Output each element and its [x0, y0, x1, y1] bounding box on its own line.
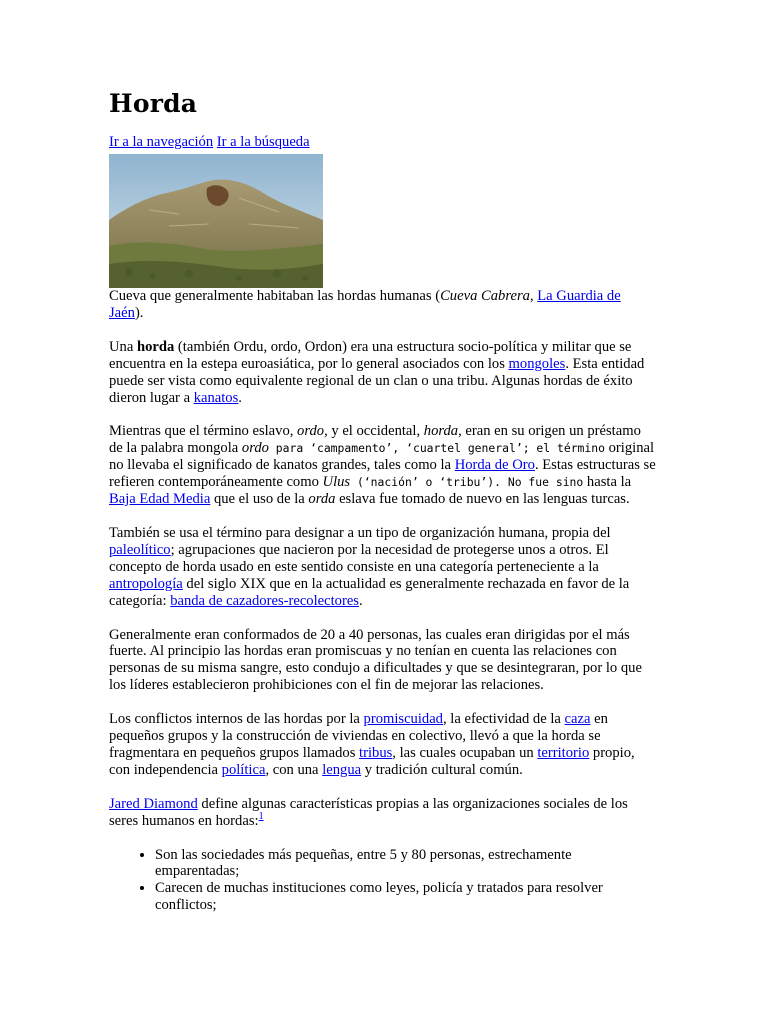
text: , la efectividad de la — [442, 711, 565, 728]
politica-link[interactable]: política — [221, 761, 266, 778]
promiscuidad-link[interactable]: promiscuidad — [363, 711, 443, 728]
text: . — [358, 592, 363, 609]
text: , y el occidental, — [324, 423, 424, 440]
article-content — [109, 84, 657, 914]
paragraph-composition: Generalmente eran conformados de 20 a 40 personas, las cuales eran dirigidas por el más fuerte. Al principio las hordas eran promiscuas y no tenían en cuenta las relaciones con personas de su misma sangre, esto condujo a dificultades y que se desintegraran, por lo que los líderes establecieron prohibiciones con el fin de mejorar las relaciones. — [109, 626, 642, 694]
paragraph-intro — [109, 339, 657, 407]
mono-text: (‘nación’ o ‘tribu’). No fue sino — [350, 475, 584, 490]
paragraph-diamond — [109, 796, 657, 830]
text: que el uso de la — [210, 491, 309, 508]
italic-term: ordo — [297, 423, 325, 440]
horda-de-oro-link[interactable]: Horda de Oro — [454, 457, 535, 474]
text: eslava fue tomado de nuevo en las lenguas turcas. — [335, 491, 630, 508]
banda-cazadores-recolectores-link[interactable]: banda de cazadores-recolectores — [170, 592, 359, 609]
figure-caption — [109, 288, 657, 322]
caption-text: Cueva que generalmente habitaban las hordas humanas ( — [109, 288, 441, 304]
reference-link[interactable]: 1 — [258, 810, 264, 822]
baja-edad-media-link[interactable]: Baja Edad Media — [109, 491, 211, 508]
text: Mientras que el término eslavo, — [109, 423, 298, 440]
paleolitico-link[interactable]: paleolítico — [109, 541, 171, 558]
skip-to-navigation-link[interactable]: Ir a la navegación — [109, 134, 214, 150]
caption-cave-name: Cueva Cabrera — [440, 288, 530, 304]
text: , eran en su origen un préstamo de la palabra mongola — [109, 423, 641, 457]
caza-link[interactable]: caza — [564, 711, 591, 728]
text: original no llevaba el significado de kanatos grandes, tales como la — [109, 440, 655, 474]
la-guardia-de-jaen-link[interactable]: La Guardia de Jaén — [109, 288, 621, 321]
figure — [109, 154, 657, 322]
jared-diamond-link[interactable]: Jared Diamond — [109, 795, 198, 812]
italic-term: ordo — [241, 440, 269, 457]
text: Los conflictos internos de las hordas por la — [109, 711, 364, 728]
text: . Esta entidad puede ser vista como equivalente regional de un clan o una tribu. Algunas hordas de éxito dieron lugar a — [109, 355, 645, 406]
italic-term: horda — [423, 423, 459, 440]
text: del siglo XIX que en la actualidad es generalmente rechazada en favor de la categoría: — [109, 575, 630, 609]
text: , las cuales ocupaban un — [392, 744, 538, 761]
text: en pequeños grupos y la construcción de viviendas en colectivo, llevó a que la horda se fragmentara en pequeños grupos llamados — [109, 711, 608, 761]
list-item: • Carecen de muchas instituciones como leyes, policía y tratados para resolver conflictos; — [155, 880, 657, 914]
paragraph-etymology — [109, 423, 657, 508]
text: define algunas características propias a las organizaciones sociales de los seres humanos en hordas: — [109, 795, 628, 829]
italic-term: Ulus — [322, 474, 351, 491]
text: . — [238, 389, 242, 406]
text: , con una — [265, 761, 323, 778]
text: También se usa el término para designar a un tipo de organización humana, propia del — [109, 524, 611, 541]
skip-to-search-link[interactable]: Ir a la búsqueda — [216, 134, 310, 150]
lengua-link[interactable]: lengua — [322, 761, 362, 778]
text: hasta la — [583, 474, 632, 491]
text: (también Ordu, ordo, Ordon) era una estructura socio-política y militar que se encuentra en la estepa euroasiática, por lo general asociados con los — [109, 338, 632, 372]
text: . Estas estructuras se refieren contemporáneamente como — [109, 457, 656, 491]
tribus-link[interactable]: tribus — [359, 744, 393, 761]
kanatos-link[interactable]: kanatos — [193, 389, 239, 406]
skip-links — [109, 133, 657, 151]
caption-text: ). — [134, 304, 144, 321]
antropologia-link[interactable]: antropología — [109, 575, 183, 592]
paragraph-anthropology — [109, 525, 657, 610]
text: y tradición cultural común. — [361, 761, 523, 778]
characteristics-list — [109, 847, 657, 915]
paragraph-conflicts — [109, 711, 657, 779]
page-title: Horda — [109, 89, 198, 118]
territorio-link[interactable]: territorio — [537, 744, 590, 761]
list-item: • Son las sociedades más pequeñas, entre 5 y 80 personas, estrechamente emparentadas; — [155, 847, 657, 881]
cave-hill-photo[interactable] — [109, 154, 323, 288]
text: ; agrupaciones que nacieron por la necesidad de protegerse unos a otros. El concepto de horda usado en este sentido consiste en una categoría perteneciente a la — [109, 541, 609, 575]
text: propio, con independencia — [109, 744, 635, 778]
text: Una — [109, 338, 137, 355]
italic-term: orda — [308, 491, 336, 508]
mongoles-link[interactable]: mongoles — [508, 355, 566, 372]
caption-text: , — [529, 288, 538, 304]
mono-text: para ‘campamento’, ‘cuartel general’; el término — [268, 441, 605, 456]
bold-term: horda — [136, 338, 175, 355]
